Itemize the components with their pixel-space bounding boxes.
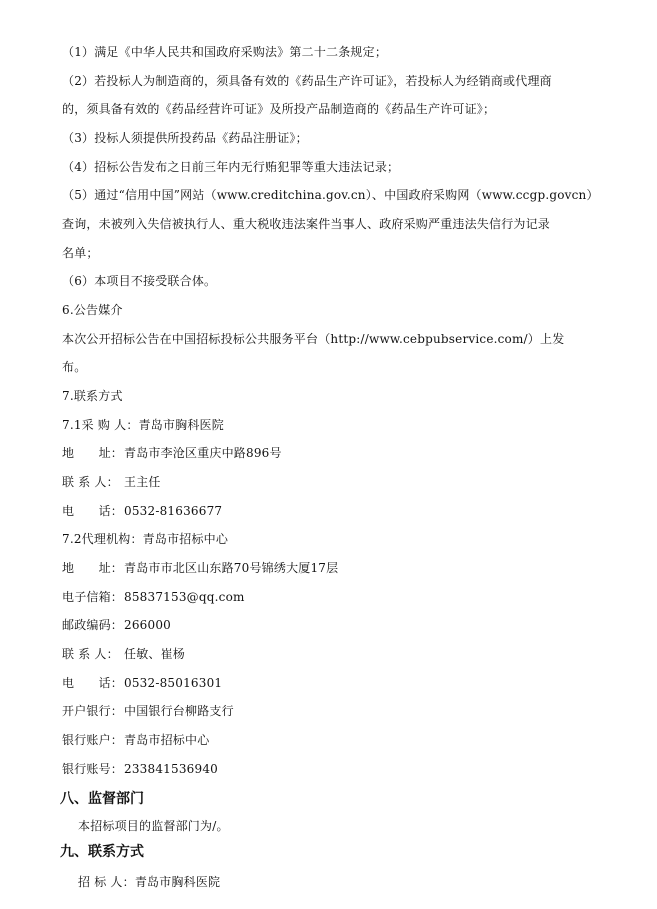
section-9-text: 招 标 人：青岛市胸科医院: [78, 875, 221, 889]
purchaser-address-value: 青岛市李沧区重庆中路896号: [124, 446, 282, 460]
qualification-item-5-line-3: 名单；: [62, 246, 99, 260]
purchaser-contact-row: [62, 474, 622, 490]
agency-account-number-value: 233841536940: [124, 762, 219, 776]
agency-postcode-row: [62, 617, 622, 633]
agency-phone-row: [62, 675, 622, 691]
agency-address-value: 青岛市市北区山东路70号锦绣大厦17层: [124, 561, 339, 575]
purchaser-phone-key: 电 话：: [62, 504, 124, 518]
qualification-item-3: （3）投标人须提供所投药品《药品注册证》；: [62, 131, 308, 145]
agency-account-name-key: 银行账户：: [62, 733, 124, 747]
purchaser-contact-value: 王主任: [124, 475, 161, 489]
purchaser-address-key: 地 址：: [62, 446, 124, 460]
purchaser-contact-key: 联 系 人：: [62, 475, 119, 489]
agency-contact-row: [62, 646, 622, 662]
agency-email-value: 85837153@qq.com: [124, 590, 245, 604]
agency-phone-key: 电 话：: [62, 676, 124, 690]
qualification-item-5-line-1: （5）通过“信用中国”网站（www.creditchina.gov.cn）、中国政府采购网（www.ccgp.govcn）: [62, 188, 599, 202]
section-8-heading: 八、监督部门: [60, 791, 144, 807]
purchaser-address-row: [62, 445, 622, 461]
qualification-item-1: （1）满足《中华人民共和国政府采购法》第二十二条规定；: [62, 45, 388, 59]
purchaser-heading: 7.1采 购 人：青岛市胸科医院: [62, 418, 224, 432]
agency-address-row: [62, 560, 622, 576]
agency-account-name-row: [62, 732, 622, 748]
agency-account-number-key: 银行账号：: [62, 762, 124, 776]
agency-account-number-row: [62, 761, 622, 777]
agency-email-key: 电子信箱：: [62, 590, 124, 604]
qualification-item-4: （4）招标公告发布之日前三年内无行贿犯罪等重大违法记录；: [62, 160, 400, 174]
agency-heading: 7.2代理机构：青岛市招标中心: [62, 532, 229, 546]
agency-email-row: [62, 589, 622, 605]
agency-bank-row: [62, 703, 622, 719]
qualification-item-5-line-2: 查询，未被列入失信被执行人、重大税收违法案件当事人、政府采购严重违法失信行为记录: [62, 217, 551, 231]
agency-phone-value: 0532-85016301: [124, 676, 223, 690]
section-6-heading: 6.公告媒介: [62, 303, 123, 317]
section-6-text-line-1: 本次公开招标公告在中国招标投标公共服务平台（http://www.cebpubservice.com/）上发: [62, 332, 565, 346]
section-7-heading: 7.联系方式: [62, 389, 123, 403]
purchaser-phone-row: [62, 503, 622, 519]
agency-contact-value: 任敏、崔杨: [124, 647, 186, 661]
agency-contact-key: 联 系 人：: [62, 647, 119, 661]
qualification-item-2-line-2: 的，须具备有效的《药品经营许可证》及所投产品制造商的《药品生产许可证》；: [62, 102, 496, 116]
agency-bank-value: 中国银行台柳路支行: [124, 704, 234, 718]
section-8-text: 本招标项目的监督部门为/。: [78, 819, 229, 833]
agency-postcode-value: 266000: [124, 618, 172, 632]
section-6-text-line-2: 布。: [62, 360, 87, 374]
section-9-heading: 九、联系方式: [60, 844, 144, 860]
agency-address-key: 地 址：: [62, 561, 124, 575]
agency-account-name-value: 青岛市招标中心: [124, 733, 210, 747]
agency-bank-key: 开户银行：: [62, 704, 124, 718]
purchaser-phone-value: 0532-81636677: [124, 504, 223, 518]
agency-postcode-key: 邮政编码：: [62, 618, 124, 632]
qualification-item-6: （6）本项目不接受联合体。: [62, 274, 217, 288]
qualification-item-2-line-1: （2）若投标人为制造商的，须具备有效的《药品生产许可证》，若投标人为经销商或代理商: [62, 74, 552, 88]
